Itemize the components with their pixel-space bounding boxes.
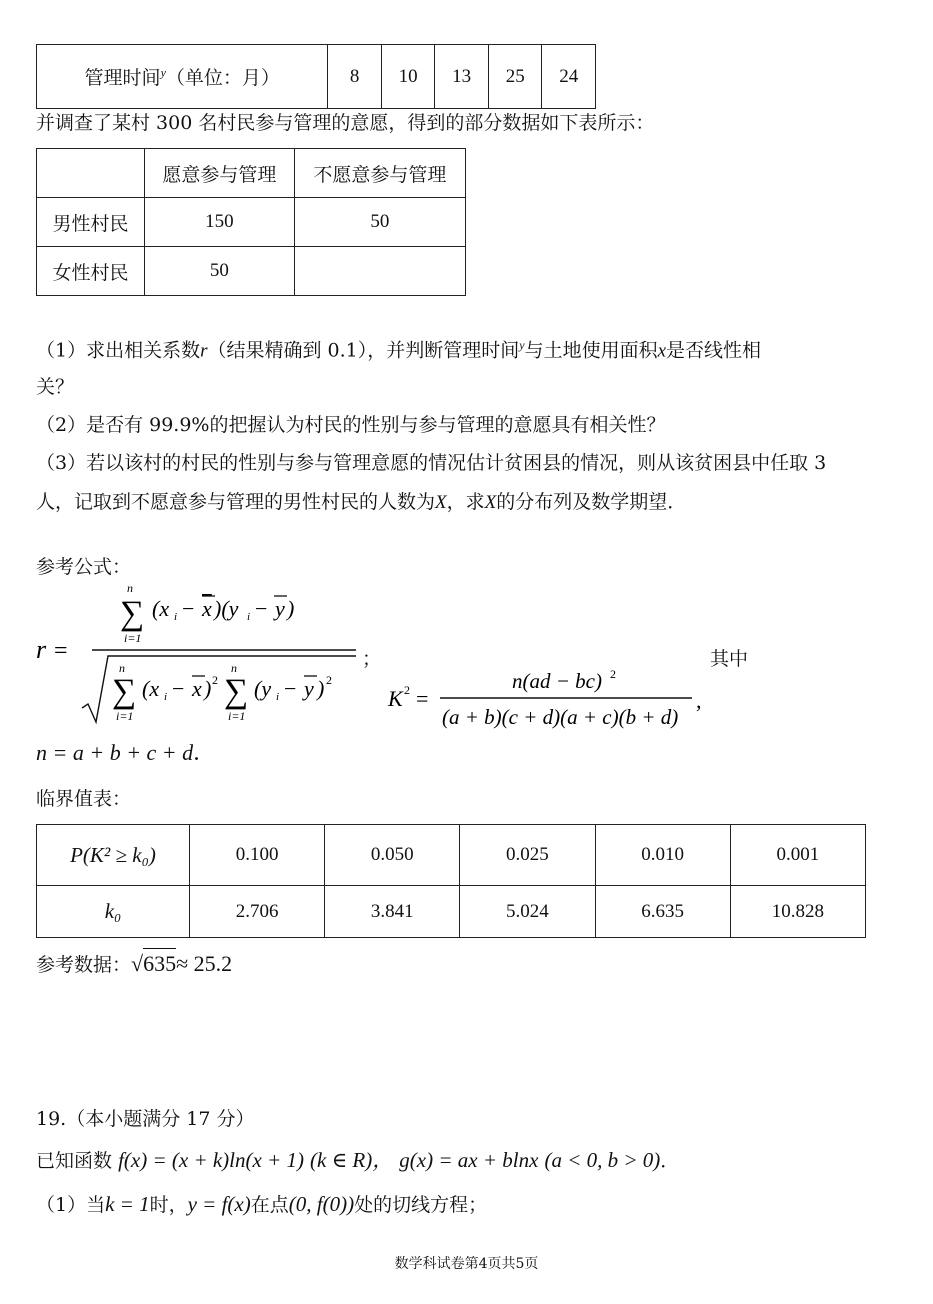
svg-text:=: = [54, 638, 68, 664]
svg-text:y: y [304, 676, 314, 701]
part1-text-a: （1）当 [36, 1194, 106, 1216]
sqrt-approx: ≈ 25.2 [176, 951, 233, 976]
question-1-line-2: 关？ [36, 376, 75, 398]
svg-text:n: n [119, 661, 125, 675]
n-definition-period: ． [193, 740, 216, 765]
critical-row1-label: P(K² ≥ k₀) [37, 825, 190, 886]
svg-text:n: n [127, 581, 133, 595]
g-condition: (a < 0, b > 0) [544, 1148, 661, 1172]
label-var-y: y [160, 65, 166, 80]
k-value-1: 2.706 [190, 886, 325, 938]
reference-data-label: 参考数据： [36, 954, 132, 976]
svg-text:i: i [247, 611, 251, 623]
survey-male-willing: 150 [145, 198, 295, 247]
survey-header-willing: 愿意参与管理 [145, 149, 295, 198]
prob-1: 0.100 [190, 825, 325, 886]
prob-3: 0.025 [460, 825, 595, 886]
k-value-4: 6.635 [595, 886, 730, 938]
svg-text:(a + b)(c + d)(a + c)(b + d): (a + b)(c + d)(a + c)(b + d) [442, 705, 679, 729]
given-end: ． [660, 1150, 680, 1172]
svg-text:−: − [172, 676, 185, 701]
part1-text-c: 在点 [250, 1194, 289, 1216]
critical-value-table [36, 824, 866, 938]
survey-header-empty [37, 149, 145, 198]
time-value-4: 25 [488, 45, 542, 109]
survey-female-willing: 50 [145, 247, 295, 296]
problem-19-title: 19.（本小题满分 17 分） [36, 1108, 255, 1130]
q3-text-c: 的分布列及数学期望． [496, 491, 687, 513]
svg-text:−: − [284, 676, 297, 701]
svg-text:i: i [164, 691, 168, 703]
survey-row-male-label: 男性村民 [37, 198, 145, 247]
formula-heading: 参考公式： [36, 556, 132, 578]
survey-row-female-label: 女性村民 [37, 247, 145, 296]
part1-y: y = f(x) [187, 1192, 251, 1216]
time-value-1: 8 [328, 45, 381, 109]
svg-text:x: x [192, 676, 202, 701]
q1-text-d: 是否线性相 [666, 339, 762, 362]
n-definition-text: n = a + b + c + d [36, 740, 194, 765]
correlation-formula [34, 580, 364, 730]
prob-2: 0.050 [325, 825, 460, 886]
prob-5: 0.001 [730, 825, 865, 886]
svg-text:,: , [696, 688, 702, 713]
problem-19-given [36, 1148, 679, 1173]
svg-text:r: r [36, 635, 47, 664]
management-time-table [36, 44, 596, 109]
time-value-2: 10 [381, 45, 435, 109]
survey-header-unwilling: 不愿意参与管理 [294, 149, 465, 198]
part1-point: (0, f(0)) [288, 1192, 355, 1216]
svg-text:n: n [231, 661, 237, 675]
q1-var-x: x [657, 340, 667, 362]
svg-text:K: K [388, 686, 403, 711]
svg-text:∑: ∑ [120, 595, 145, 632]
svg-text:(x: (x [152, 596, 170, 621]
svg-text:(x: (x [142, 676, 160, 701]
survey-intro: 并调查了某村 300 名村民参与管理的意愿，得到的部分数据如下表所示： [36, 112, 655, 134]
svg-text:=: = [416, 686, 429, 711]
question-3-line-2 [36, 491, 686, 515]
k-value-3: 5.024 [460, 886, 595, 938]
problem-19-part-1 [36, 1192, 487, 1217]
q1-var-r: r [200, 340, 208, 362]
label-prefix: 管理时间 [84, 67, 161, 89]
q3-var-x-2: X [484, 492, 497, 513]
svg-text:): ) [317, 676, 325, 701]
given-text: 已知函数 [36, 1150, 113, 1172]
k-value-5: 10.828 [730, 886, 865, 938]
reference-data [36, 948, 232, 977]
survey-male-unwilling: 50 [294, 198, 465, 247]
svg-text:n(ad − bc): n(ad − bc) [512, 669, 602, 693]
k-condition: (k ∈ R)， [310, 1148, 394, 1172]
svg-text:x: x [202, 596, 212, 621]
svg-text:2: 2 [610, 667, 616, 681]
time-value-3: 13 [435, 45, 489, 109]
label-unit: （单位：月） [165, 67, 280, 89]
q3-var-x-1: X [435, 492, 447, 513]
question-3-line-1: （3）若以该村的村民的性别与参与管理意愿的情况估计贫困县的情况，则从该贫困县中任取 3 [36, 452, 827, 474]
management-time-label [37, 45, 328, 109]
q1-text-a: （1）求出相关系数 [36, 339, 201, 362]
n-definition [36, 740, 215, 766]
critical-row2-label: k₀ [37, 886, 190, 938]
svg-text:i: i [174, 611, 178, 623]
sqrt-symbol: √ [131, 951, 144, 976]
critical-heading: 临界值表： [36, 788, 132, 810]
svg-text:i=1: i=1 [124, 631, 142, 645]
q1-text-c: 与土地使用面积 [524, 339, 658, 362]
prob-4: 0.010 [595, 825, 730, 886]
svg-text:2: 2 [212, 673, 218, 687]
survey-female-unwilling [294, 247, 465, 296]
q3-text-a: 人，记取到不愿意参与管理的男性村民的人数为 [36, 491, 436, 513]
svg-text:): ) [287, 596, 295, 621]
survey-table [36, 148, 466, 296]
svg-text:i=1: i=1 [116, 709, 134, 723]
svg-text:i: i [276, 691, 280, 703]
svg-text:): ) [204, 676, 212, 701]
q1-text-b: （结果精确到 0.1），并判断管理时间 [207, 339, 520, 362]
g-definition: g(x) = ax + blnx [399, 1148, 539, 1172]
question-1-line-1 [36, 338, 761, 363]
svg-text:−: − [182, 596, 195, 621]
part1-text-d: 处的切线方程； [354, 1194, 488, 1216]
svg-text:∑: ∑ [112, 673, 137, 710]
q3-text-b: ，求 [446, 491, 485, 513]
question-2: （2）是否有 99.9%的把握认为村民的性别与参与管理的意愿具有相关性？ [36, 414, 666, 436]
q1-var-y: y [519, 338, 525, 352]
svg-text:∑: ∑ [224, 673, 249, 710]
svg-text:2: 2 [404, 683, 410, 697]
part1-text-b: 时， [149, 1194, 188, 1216]
svg-text:)(y: )(y [214, 596, 239, 621]
part1-k: k = 1 [105, 1192, 150, 1216]
svg-text:2: 2 [326, 673, 332, 687]
f-definition: f(x) = (x + k)ln(x + 1) [118, 1148, 304, 1172]
time-value-5: 24 [542, 45, 596, 109]
svg-text:(y: (y [254, 676, 272, 701]
chi-square-formula [384, 664, 714, 734]
svg-text:−: − [255, 596, 268, 621]
page-footer: 数学科试卷第4页共5页 [394, 1256, 539, 1272]
formula-semicolon: ； [362, 648, 382, 670]
svg-text:y: y [275, 596, 285, 621]
formula-qizhong: 其中 [710, 648, 749, 670]
svg-text:i=1: i=1 [228, 709, 246, 723]
sqrt-radicand: 635 [143, 948, 176, 977]
k-value-2: 3.841 [325, 886, 460, 938]
